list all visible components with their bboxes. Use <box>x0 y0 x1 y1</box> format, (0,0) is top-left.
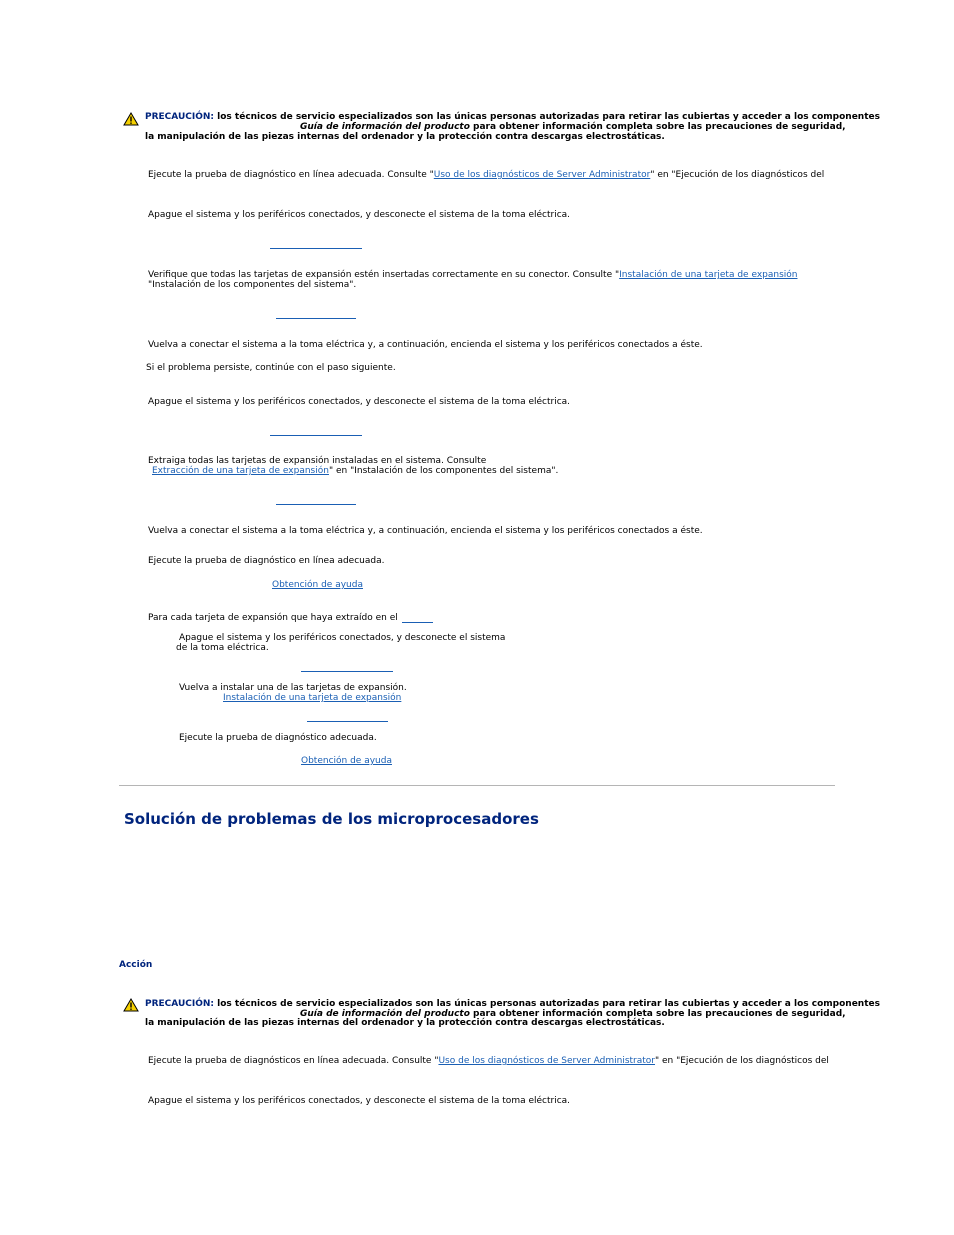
substep-power-off-line2: de la toma eléctrica. <box>176 643 269 653</box>
substep-link-wrap <box>223 693 401 703</box>
step-verify-cards <box>148 270 797 280</box>
link-server-admin-diagnostics[interactable]: Uso de los diagnósticos de Server Administrator <box>433 170 651 180</box>
step-remove-cards: Extraiga todas las tarjetas de expansión instaladas en el sistema. Consulte <box>148 456 487 466</box>
caution-text: los técnicos de servicio especializados son las únicas personas autorizadas para retirar las cubiertas y acceder a los componentes <box>214 999 880 1009</box>
caution-line-2 <box>300 122 846 132</box>
action-heading: Acción <box>119 960 153 970</box>
guide-title: Guía de información del producto <box>300 122 470 132</box>
section-title: Solución de problemas de los microprocesadores <box>124 810 539 828</box>
link-get-help-wrap <box>272 580 363 590</box>
link-install-expansion-card[interactable]: Instalación de una tarjeta de expansión <box>619 270 798 280</box>
step-run-diagnostics <box>148 170 824 180</box>
link-underline[interactable] <box>301 671 393 672</box>
link-get-help[interactable]: Obtención de ayuda <box>272 580 363 590</box>
divider <box>119 785 835 786</box>
substep-run-diagnostic: Ejecute la prueba de diagnóstico adecuada. <box>179 733 377 743</box>
substep-reinstall-card: Vuelva a instalar una de las tarjetas de expansión. <box>179 683 407 693</box>
guide-title: Guía de información del producto <box>300 1009 470 1019</box>
caution-text: para obtener información completa sobre las precauciones de seguridad, <box>469 1009 846 1019</box>
caution-text: para obtener información completa sobre las precauciones de seguridad, <box>469 122 846 132</box>
substep-help-wrap <box>301 756 392 766</box>
link-underline[interactable] <box>270 248 362 249</box>
link-underline[interactable] <box>270 435 362 436</box>
step-note: Si el problema persiste, continúe con el paso siguiente. <box>146 363 396 373</box>
step-text: " en "Ejecución de los diagnósticos del <box>650 170 825 180</box>
caution-text: los técnicos de servicio especializados son las únicas personas autorizadas para retirar las cubiertas y acceder a los componentes <box>214 112 880 122</box>
link-underline[interactable] <box>276 318 356 319</box>
link-get-help-2[interactable]: Obtención de ayuda <box>301 756 392 766</box>
step-text: Ejecute la prueba de diagnóstico en línea adecuada. Consulte " <box>148 170 434 180</box>
step-text: " en "Ejecución de los diagnósticos del <box>655 1056 829 1066</box>
step-each-card: Para cada tarjeta de expansión que haya extraído en el <box>148 613 398 623</box>
step-text: " en "Instalación de los componentes del sistema". <box>328 466 559 476</box>
link-install-expansion-card-2[interactable]: Instalación de una tarjeta de expansión <box>223 693 402 703</box>
step-power-off: Apague el sistema y los periféricos conectados, y desconecte el sistema de la toma eléctrica. <box>148 210 571 220</box>
link-underline[interactable] <box>307 721 388 722</box>
step-verify-cards-line2: "Instalación de los componentes del sistema". <box>148 280 357 290</box>
link-remove-expansion-card[interactable]: Extracción de una tarjeta de expansión <box>152 466 329 476</box>
step-reconnect: Vuelva a conectar el sistema a la toma eléctrica y, a continuación, encienda el sistema y los periféricos conectados a éste. <box>148 340 703 350</box>
caution-line-3: la manipulación de las piezas internas del ordenador y la protección contra descargas electrostáticas. <box>145 132 665 142</box>
caution-line-3: la manipulación de las piezas internas del ordenador y la protección contra descargas electrostáticas. <box>145 1018 665 1028</box>
caution-label: PRECAUCIÓN: <box>145 112 215 122</box>
step-power-off-2: Apague el sistema y los periféricos conectados, y desconecte el sistema de la toma eléctrica. <box>148 397 571 407</box>
caution-line-1 <box>145 999 880 1009</box>
substep-power-off: Apague el sistema y los periféricos conectados, y desconecte el sistema <box>179 633 506 643</box>
step-run-diagnostics-cpu <box>148 1056 829 1066</box>
step-text: Ejecute la prueba de diagnósticos en línea adecuada. Consulte " <box>148 1056 439 1066</box>
step-remove-cards-line2 <box>152 466 558 476</box>
warning-icon <box>123 998 139 1012</box>
step-run-diagnostics-2: Ejecute la prueba de diagnóstico en línea adecuada. <box>148 556 385 566</box>
caution-line-1 <box>145 112 880 122</box>
link-server-admin-diagnostics-2[interactable]: Uso de los diagnósticos de Server Administrator <box>438 1056 655 1066</box>
step-reconnect-2: Vuelva a conectar el sistema a la toma eléctrica y, a continuación, encienda el sistema y los periféricos conectados a éste. <box>148 526 703 536</box>
link-underline[interactable] <box>402 622 433 623</box>
link-underline[interactable] <box>276 504 356 505</box>
step-power-off-cpu: Apague el sistema y los periféricos conectados, y desconecte el sistema de la toma eléctrica. <box>148 1096 571 1106</box>
step-text: Verifique que todas las tarjetas de expansión estén insertadas correctamente en su conector. Consulte " <box>148 270 620 280</box>
warning-icon <box>123 112 139 126</box>
caution-label: PRECAUCIÓN: <box>145 999 215 1009</box>
